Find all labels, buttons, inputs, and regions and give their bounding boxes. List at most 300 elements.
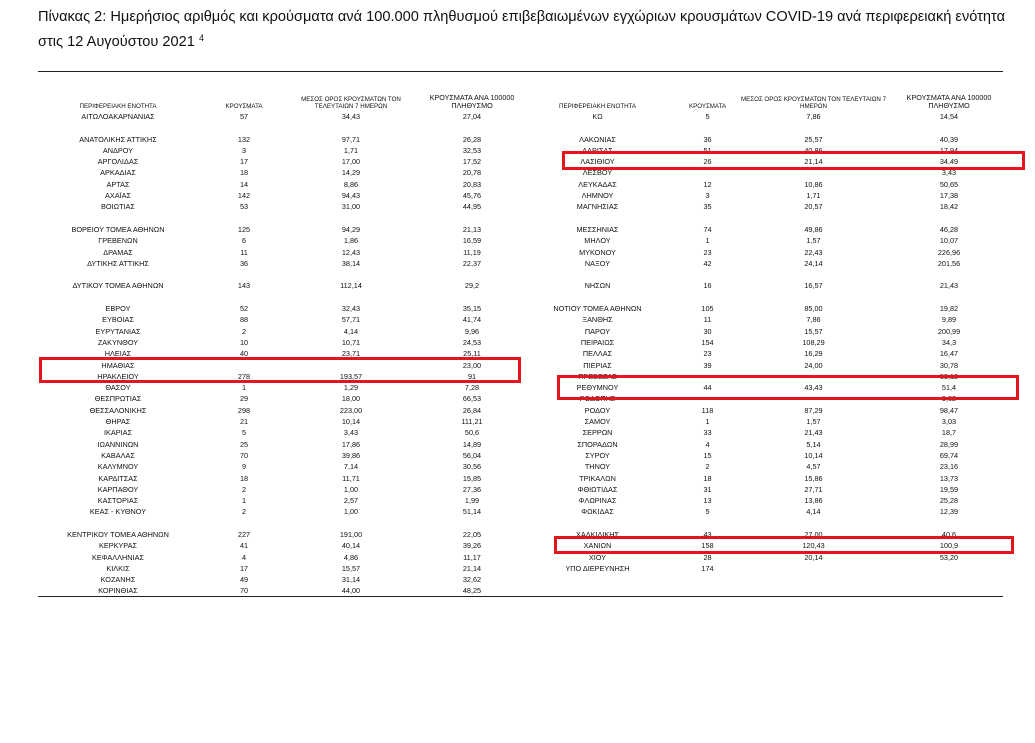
region-cell: ΒΟΙΩΤΙΑΣ	[101, 202, 135, 212]
region-cell: ΝΗΣΩΝ	[584, 281, 611, 291]
per100k-cell: 50,6	[464, 428, 480, 438]
per100k-cell: 51,4	[941, 383, 957, 393]
avg-cell: 97,71	[341, 134, 361, 144]
avg-cell: 1,00	[343, 484, 359, 494]
cases-cell: 1	[705, 417, 710, 427]
cases-cell: 41	[239, 541, 249, 551]
per100k-cell: 9,62	[941, 394, 957, 404]
avg-cell: 16,29	[804, 349, 823, 359]
per100k-cell: 27,36	[462, 484, 482, 494]
avg-cell: 14,29	[341, 168, 361, 178]
highlight-box-rethymno	[557, 375, 1019, 400]
region-cell: ΛΕΣΒΟΥ	[582, 168, 613, 178]
cases-cell: 43	[703, 529, 712, 539]
region-cell: ΜΗΛΟΥ	[584, 236, 611, 246]
region-cell: ΑΝΑΤΟΛΙΚΗΣ ΑΤΤΙΚΗΣ	[79, 134, 157, 144]
cases-cell: 28	[703, 552, 712, 562]
avg-cell: 25,57	[804, 134, 823, 144]
region-cell: ΡΕΘΥΜΝΟΥ	[576, 383, 619, 393]
region-cell: ΑΙΤΩΛΟΑΚΑΡΝΑΝΙΑΣ	[81, 112, 155, 121]
avg-cell: 43,43	[804, 383, 823, 393]
cases-cell: 16	[703, 281, 712, 291]
avg-cell: 1,71	[806, 191, 821, 201]
avg-cell: 11,71	[342, 473, 360, 483]
header-per-100k: ΚΡΟΥΣΜΑΤΑ ΑΝΑ 100000 ΠΛΗΘΥΣΜΟ	[429, 93, 515, 110]
avg-cell: 1,86	[343, 236, 359, 246]
cases-cell: 40	[239, 349, 249, 359]
cases-cell: 227	[237, 529, 251, 539]
cases-cell: 6	[241, 236, 247, 246]
per100k-cell: 20,83	[462, 179, 482, 189]
cases-cell: 49	[239, 575, 249, 585]
per100k-cell: 98,47	[939, 405, 959, 415]
cases-cell: 154	[701, 337, 714, 347]
per100k-cell: 35,15	[462, 304, 482, 314]
avg-cell: 1,29	[343, 383, 359, 393]
region-cell: ΠΕΛΛΑΣ	[582, 349, 613, 359]
region-cell: ΛΑΡΙΣΑΣ	[582, 145, 613, 155]
footnote-marker: 4	[198, 33, 204, 43]
cases-cell: 2	[241, 326, 247, 336]
cases-cell: 31	[703, 484, 712, 494]
per100k-cell: 111,21	[461, 417, 483, 427]
cases-cell: 9	[241, 462, 247, 472]
region-cell: ΚΑΡΔΙΤΣΑΣ	[98, 473, 138, 483]
cases-cell: 5	[705, 507, 710, 517]
cases-cell: 44	[703, 383, 712, 393]
header-avg-7-days: ΜΕΣΟΣ ΟΡΟΣ ΚΡΟΥΣΜΑΤΩΝ ΤΟΝ ΤΕΛΕΥΤΑΙΩΝ 7 ΗΜΕΡΩΝ	[740, 96, 887, 110]
cases-cell: 36	[239, 258, 249, 268]
avg-cell: 4,57	[806, 462, 821, 472]
cases-cell: 70	[239, 450, 249, 460]
per100k-cell: 15,85	[462, 473, 482, 483]
avg-cell: 24,00	[804, 360, 823, 370]
region-cell: ΚΑΣΤΟΡΙΑΣ	[97, 496, 139, 506]
region-cell: ΑΝΔΡΟΥ	[102, 145, 134, 155]
avg-cell: 1,57	[806, 417, 821, 427]
per100k-cell: 23,16	[939, 462, 959, 472]
per100k-cell: 44,95	[462, 202, 482, 212]
header-region: ΠΕΡΙΦΕΡΕΙΑΚΗ ΕΝΟΤΗΤΑ	[79, 103, 157, 110]
avg-cell: 57,71	[341, 315, 361, 325]
header-cases: ΚΡΟΥΣΜΑΤΑ	[688, 103, 727, 110]
region-cell: ΖΑΚΥΝΘΟΥ	[97, 337, 139, 347]
per100k-cell: 34,49	[939, 157, 959, 167]
cases-cell: 39	[703, 360, 712, 370]
avg-cell: 32,43	[341, 304, 361, 314]
avg-cell: 16,57	[804, 281, 823, 291]
avg-cell: 7,14	[343, 462, 359, 472]
avg-cell: 40,14	[341, 541, 361, 551]
avg-cell: 15,86	[804, 473, 823, 483]
region-cell: ΚΕΝΤΡΙΚΟΥ ΤΟΜΕΑ ΑΘΗΝΩΝ	[67, 529, 169, 539]
per100k-cell: 27,04	[462, 112, 482, 121]
per100k-cell: 13,73	[939, 473, 959, 483]
per100k-cell: 56,04	[462, 450, 482, 460]
cases-cell: 11	[703, 315, 712, 325]
per100k-cell: 30,56	[462, 462, 482, 472]
avg-cell: 12,43	[341, 247, 361, 257]
avg-cell: 1,71	[343, 145, 359, 155]
region-cell: ΦΘΙΩΤΙΔΑΣ	[577, 484, 618, 494]
per100k-cell: 41,74	[462, 315, 482, 325]
cases-cell: 53	[239, 202, 249, 212]
avg-cell: 120,43	[802, 541, 825, 551]
region-cell: ΝΟΤΙΟΥ ΤΟΜΕΑ ΑΘΗΝΩΝ	[553, 304, 642, 314]
per100k-cell: 26,84	[462, 405, 482, 415]
region-cell: ΦΩΚΙΔΑΣ	[581, 507, 614, 517]
avg-cell: 108,29	[802, 337, 825, 347]
cases-cell: 1	[241, 496, 247, 506]
avg-cell: 13,86	[804, 496, 823, 506]
region-cell: ΡΟΔΟΥ	[584, 405, 611, 415]
cases-cell: 132	[237, 134, 251, 144]
per100k-cell: 16,47	[939, 349, 959, 359]
per100k-cell: 22,05	[462, 529, 482, 539]
per100k-cell: 10,07	[939, 236, 959, 246]
cases-cell: 105	[701, 304, 714, 314]
cases-cell: 143	[237, 281, 251, 291]
avg-cell: 39,86	[341, 450, 361, 460]
cases-cell: 74	[703, 224, 712, 234]
per100k-cell: 12,39	[939, 507, 959, 517]
region-cell: ΗΛΕΙΑΣ	[104, 349, 132, 359]
avg-cell: 38,14	[341, 258, 361, 268]
per100k-cell: 17,94	[939, 145, 959, 155]
region-cell: ΣΑΜΟΥ	[584, 417, 611, 427]
avg-cell: 10,14	[341, 417, 361, 427]
per100k-cell: 9,89	[941, 315, 957, 325]
avg-cell: 8,86	[343, 179, 359, 189]
cases-cell: 33	[703, 428, 712, 438]
table-caption	[38, 7, 1023, 53]
per100k-cell: 40,6	[941, 529, 957, 539]
per100k-cell: 26,28	[462, 134, 482, 144]
region-cell: ΞΑΝΘΗΣ	[582, 315, 613, 325]
cases-cell: 5	[241, 428, 247, 438]
highlight-box-chania	[554, 536, 1014, 554]
cases-cell: 30	[703, 326, 712, 336]
region-cell: ΣΕΡΡΩΝ	[582, 428, 613, 438]
per100k-cell: 17,38	[939, 191, 959, 201]
cases-cell: 52	[239, 304, 249, 314]
cases-cell: 13	[703, 496, 712, 506]
region-cell: ΚΟΡΙΝΘΙΑΣ	[98, 586, 138, 596]
per100k-cell: 69,74	[939, 450, 959, 460]
avg-cell: 94,29	[341, 224, 361, 234]
caption-text: Πίνακας 2: Ημερήσιος αριθμός και κρούσματα ανά 100.000 πληθυσμού επιβεβαιωμένων εγχώριων κρουσμάτων COVID-19 ανά περιφερειακή ενότητα στις 12 Αυγούστου 2021	[38, 9, 1006, 50]
per100k-cell: 28,99	[939, 439, 959, 449]
per100k-cell: 25,11	[463, 349, 481, 359]
region-cell: ΣΠΟΡΑΔΩΝ	[577, 439, 618, 449]
per100k-cell: 50,65	[939, 179, 959, 189]
cases-cell: 36	[703, 134, 712, 144]
per100k-cell: 16,59	[462, 236, 482, 246]
region-cell: ΜΑΓΝΗΣΙΑΣ	[576, 202, 619, 212]
per100k-cell: 21,13	[462, 224, 482, 234]
cases-cell: 18	[703, 473, 712, 483]
region-cell: ΣΥΡΟΥ	[585, 450, 610, 460]
cases-cell: 2	[241, 484, 247, 494]
avg-cell: 10,71	[341, 337, 361, 347]
per100k-cell: 25,28	[939, 496, 959, 506]
region-cell: ΘΗΡΑΣ	[105, 417, 131, 427]
region-cell: ΒΟΡΕΙΟΥ ΤΟΜΕΑ ΑΘΗΝΩΝ	[71, 224, 165, 234]
cases-cell: 2	[241, 507, 247, 517]
region-cell: ΚΑΛΥΜΝΟΥ	[97, 462, 139, 472]
avg-cell: 3,43	[343, 428, 359, 438]
avg-cell: 1,00	[343, 507, 359, 517]
region-cell: ΚΑΒΑΛΑΣ	[101, 450, 135, 460]
region-cell: ΦΛΩΡΙΝΑΣ	[578, 496, 617, 506]
region-cell: ΘΕΣΠΡΩΤΙΑΣ	[94, 394, 142, 404]
region-cell: ΙΩΑΝΝΙΝΩΝ	[97, 439, 139, 449]
per100k-cell: 21,43	[939, 281, 959, 291]
cases-cell: 35	[703, 202, 712, 212]
avg-cell: 44,00	[341, 586, 361, 596]
per100k-cell: 32,62	[462, 575, 482, 585]
per100k-cell: 11,17	[463, 552, 481, 562]
avg-cell: 31,00	[341, 202, 361, 212]
avg-cell: 87,29	[804, 405, 823, 415]
region-cell: ΓΡΕΒΕΝΩΝ	[98, 236, 138, 246]
per100k-cell: 18,42	[939, 202, 959, 212]
region-cell: ΑΡΓΟΛΙΔΑΣ	[97, 157, 139, 167]
per100k-cell: 100,9	[939, 541, 959, 551]
region-cell: ΘΑΣΟΥ	[105, 383, 131, 393]
avg-cell: 191,00	[339, 529, 363, 539]
per100k-cell: 45,76	[462, 191, 482, 201]
avg-cell: 21,43	[804, 428, 823, 438]
avg-cell: 34,43	[341, 112, 361, 121]
region-cell: ΗΡΑΚΛΕΙΟΥ	[97, 371, 139, 381]
per100k-cell: 66,53	[462, 394, 482, 404]
avg-cell: 27,00	[804, 529, 823, 539]
region-cell: ΗΜΑΘΙΑΣ	[101, 360, 135, 370]
header-cases: ΚΡΟΥΣΜΑΤΑ	[225, 103, 263, 110]
table-top-rule	[38, 71, 1003, 72]
per100k-cell: 3,43	[941, 168, 957, 178]
region-cell: ΥΠΟ ΔΙΕΡΕΥΝΗΣΗ	[565, 563, 630, 573]
avg-cell: 27,71	[804, 484, 823, 494]
avg-cell: 223,00	[339, 405, 363, 415]
per100k-cell: 39,26	[462, 541, 482, 551]
header-avg-7-days: ΜΕΣΟΣ ΟΡΟΣ ΚΡΟΥΣΜΑΤΩΝ ΤΟΝ ΤΕΛΕΥΤΑΙΩΝ 7 ΗΜΕΡΩΝ	[301, 96, 401, 110]
cases-cell: 42	[703, 258, 712, 268]
header-per-100k: ΚΡΟΥΣΜΑΤΑ ΑΝΑ 100000 ΠΛΗΘΥΣΜΟ	[906, 93, 992, 110]
region-cell: ΛΑΣΙΘΙΟΥ	[580, 157, 615, 167]
highlight-box-lasithi	[562, 151, 1025, 170]
avg-cell: 21,14	[804, 157, 823, 167]
avg-cell: 17,86	[341, 439, 361, 449]
cases-cell: 23	[703, 349, 712, 359]
avg-cell: 4,86	[343, 552, 359, 562]
cases-cell: 70	[239, 586, 249, 596]
avg-cell: 193,57	[339, 371, 363, 381]
cases-cell: 3	[705, 191, 710, 201]
cases-cell: 51	[703, 145, 712, 155]
cases-cell: 18	[239, 473, 249, 483]
table-bottom-rule	[38, 596, 1003, 597]
region-cell: ΚΩ	[592, 112, 603, 121]
avg-cell: 18,00	[341, 394, 361, 404]
per100k-cell: 59,12	[939, 371, 959, 381]
cases-cell: 174	[701, 563, 714, 573]
per100k-cell: 14,89	[462, 439, 482, 449]
avg-cell: 24,14	[804, 258, 823, 268]
per100k-cell: 53,20	[939, 552, 959, 562]
avg-cell: 10,14	[804, 450, 823, 460]
per100k-cell: 11,19	[463, 247, 481, 257]
cases-cell: 278	[237, 371, 251, 381]
avg-cell: 4,14	[343, 326, 359, 336]
per100k-cell: 18,7	[941, 428, 957, 438]
region-cell: ΠΙΕΡΙΑΣ	[583, 360, 612, 370]
avg-cell: 10,86	[804, 179, 823, 189]
avg-cell: 15,57	[804, 326, 823, 336]
cases-cell: 23	[703, 247, 712, 257]
region-cell: ΚΕΦΑΛΛΗΝΙΑΣ	[92, 552, 144, 562]
avg-cell: 22,43	[804, 247, 823, 257]
region-cell: ΛΕΥΚΑΔΑΣ	[578, 179, 617, 189]
region-cell: ΔΥΤΙΚΗΣ ΑΤΤΙΚΗΣ	[87, 258, 149, 268]
per100k-cell: 29,2	[464, 281, 480, 291]
avg-cell: 85,00	[804, 304, 823, 314]
cases-cell: 10	[239, 337, 249, 347]
per100k-cell: 23,00	[462, 360, 482, 370]
per100k-cell: 34,3	[941, 337, 957, 347]
region-cell: ΕΥΒΟΙΑΣ	[102, 315, 134, 325]
per100k-cell: 91	[467, 371, 477, 381]
region-cell: ΤΗΝΟΥ	[584, 462, 611, 472]
per100k-cell: 3,03	[941, 417, 957, 427]
cases-cell: 1	[705, 236, 710, 246]
cases-cell: 3	[241, 145, 247, 155]
cases-cell: 88	[239, 315, 249, 325]
cases-cell: 125	[237, 224, 251, 234]
cases-cell: 4	[241, 552, 247, 562]
per100k-cell: 7,28	[464, 383, 480, 393]
cases-cell: 17	[239, 563, 249, 573]
cases-cell: 17	[239, 157, 249, 167]
region-cell: ΜΥΚΟΝΟΥ	[579, 247, 616, 257]
avg-cell: 7,86	[806, 112, 821, 121]
region-cell: ΠΕΙΡΑΙΩΣ	[580, 337, 615, 347]
per100k-cell: 19,59	[939, 484, 959, 494]
region-cell: ΛΑΚΩΝΙΑΣ	[579, 134, 616, 144]
region-cell: ΚΟΖΑΝΗΣ	[100, 575, 136, 585]
per100k-cell: 22,37	[462, 258, 482, 268]
avg-cell: 20,14	[804, 552, 823, 562]
region-cell: ΘΕΣΣΑΛΟΝΙΚΗΣ	[89, 405, 147, 415]
per100k-cell: 1,99	[464, 496, 480, 506]
cases-cell: 21	[239, 417, 249, 427]
cases-cell: 1	[241, 383, 247, 393]
per100k-cell: 51,14	[462, 507, 482, 517]
per100k-cell: 32,53	[462, 145, 482, 155]
per100k-cell: 9,96	[464, 326, 480, 336]
cases-cell: 298	[237, 405, 251, 415]
avg-cell: 31,14	[341, 575, 361, 585]
per100k-cell: 48,25	[462, 586, 482, 596]
per100k-cell: 14,54	[939, 112, 959, 121]
per100k-cell: 40,39	[939, 134, 959, 144]
region-cell: ΜΕΣΣΗΝΙΑΣ	[576, 224, 619, 234]
cases-cell: 12	[703, 179, 712, 189]
region-cell: ΙΚΑΡΙΑΣ	[103, 428, 133, 438]
cases-cell: 25	[239, 439, 249, 449]
per100k-cell: 19,82	[939, 304, 959, 314]
cases-cell: 2	[705, 462, 710, 472]
region-cell: ΑΡΤΑΣ	[106, 179, 130, 189]
cases-cell: 4	[705, 439, 710, 449]
region-cell: ΧΑΛΚΙΔΙΚΗΣ	[575, 529, 620, 539]
cases-cell: 14	[239, 179, 249, 189]
region-cell: ΚΕΡΚΥΡΑΣ	[98, 541, 138, 551]
header-region: ΠΕΡΙΦΕΡΕΙΑΚΗ ΕΝΟΤΗΤΑ	[558, 103, 637, 110]
region-cell: ΝΑΞΟΥ	[584, 258, 611, 268]
avg-cell: 40,86	[804, 145, 823, 155]
region-cell: ΠΑΡΟΥ	[584, 326, 611, 336]
region-cell: ΕΥΡΥΤΑΝΙΑΣ	[95, 326, 141, 336]
region-cell: ΔΥΤΙΚΟΥ ΤΟΜΕΑ ΑΘΗΝΩΝ	[72, 281, 164, 291]
region-cell: ΚΕΑΣ - ΚΥΘΝΟΥ	[89, 507, 147, 517]
avg-cell: 4,14	[806, 507, 821, 517]
region-cell: ΑΧΑΪΑΣ	[104, 191, 131, 201]
cases-cell: 26	[703, 157, 712, 167]
region-cell: ΡΟΔΟΠΗΣ	[579, 394, 616, 404]
per100k-cell: 201,56	[937, 258, 961, 268]
cases-cell: 18	[239, 168, 249, 178]
avg-cell: 17,00	[341, 157, 361, 167]
avg-cell: 94,43	[341, 191, 361, 201]
region-cell: ΤΡΙΚΑΛΩΝ	[579, 473, 616, 483]
per100k-cell: 30,78	[939, 360, 959, 370]
cases-cell: 142	[237, 191, 251, 201]
cases-cell: 29	[239, 394, 249, 404]
region-cell: ΧΑΝΙΩΝ	[583, 541, 612, 551]
avg-cell: 49,86	[804, 224, 823, 234]
region-cell: ΔΡΑΜΑΣ	[103, 247, 133, 257]
cases-cell: 15	[703, 450, 712, 460]
per100k-cell: 46,28	[939, 224, 959, 234]
region-cell: ΕΒΡΟΥ	[105, 304, 131, 314]
avg-cell: 1,57	[806, 236, 821, 246]
avg-cell: 23,71	[341, 349, 361, 359]
per100k-cell: 226,96	[937, 247, 961, 257]
per100k-cell: 20,78	[462, 168, 482, 178]
per100k-cell: 21,14	[462, 563, 482, 573]
cases-cell: 5	[705, 112, 710, 121]
highlight-box-heraklion	[39, 357, 521, 383]
per100k-cell: 24,53	[462, 337, 482, 347]
region-cell: ΛΗΜΝΟΥ	[581, 191, 614, 201]
region-cell: ΚΑΡΠΑΘΟΥ	[97, 484, 139, 494]
region-cell: ΠΡΕΒΕΖΑΣ	[578, 371, 617, 381]
region-cell: ΧΙΟΥ	[588, 552, 607, 562]
avg-cell: 5,14	[806, 439, 821, 449]
cases-cell: 57	[239, 112, 249, 121]
cases-cell: 11	[240, 247, 248, 257]
avg-cell: 20,57	[804, 202, 823, 212]
avg-cell: 7,86	[806, 315, 821, 325]
per100k-cell: 200,99	[937, 326, 961, 336]
avg-cell: 2,57	[343, 496, 359, 506]
cases-cell: 158	[701, 541, 714, 551]
per100k-cell: 17,52	[462, 157, 482, 167]
avg-cell: 112,14	[340, 281, 362, 291]
region-cell: ΑΡΚΑΔΙΑΣ	[100, 168, 136, 178]
